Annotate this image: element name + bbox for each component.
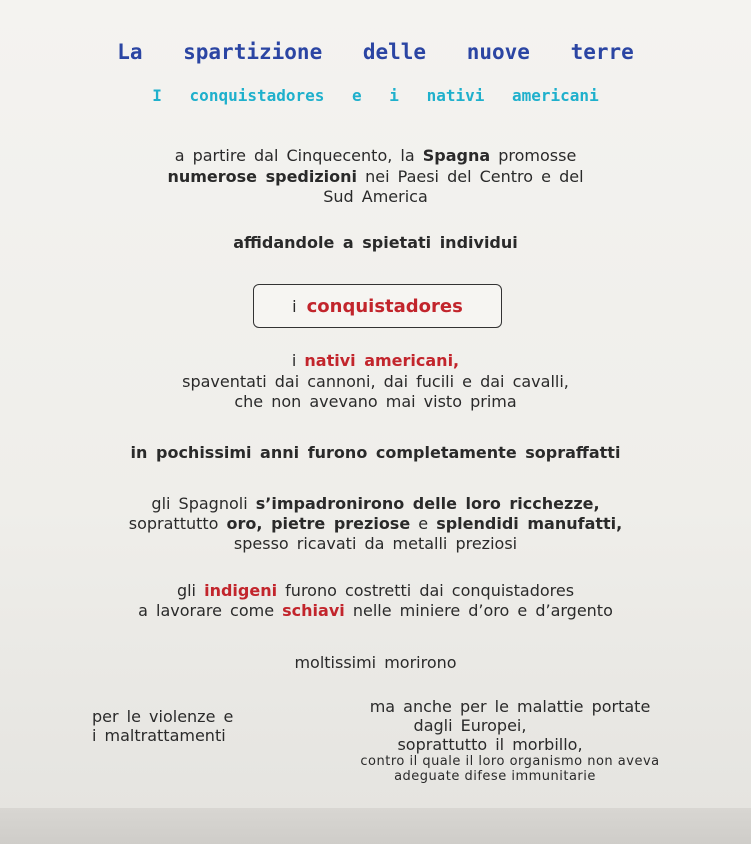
- paragraph-1-line-3: Sud America: [323, 187, 428, 206]
- red-indigeni: indigeni: [204, 581, 278, 600]
- bold-ricchezze: s’impadronirono delle loro ricchezze,: [255, 494, 600, 513]
- left-column-line-2: i maltrattamenti: [92, 726, 226, 745]
- paragraph-1-line-1: [0, 146, 751, 165]
- bold-spagna: Spagna: [422, 146, 491, 165]
- page-subtitle: I conquistadores e i nativi americani: [152, 86, 599, 105]
- sheet-bottom-edge: [0, 808, 751, 844]
- paragraph-5-line-1: [0, 494, 751, 513]
- text-span: gli Spagnoli: [151, 494, 256, 513]
- page-title: La spartizione delle nuove terre: [117, 40, 634, 64]
- paragraph-3-line-2: spaventati dai cannoni, dai fucili e dai cavalli,: [182, 372, 569, 391]
- paragraph-1-line-2: [0, 167, 751, 186]
- paragraph-3-line-1: [0, 351, 751, 370]
- red-schiavi: schiavi: [282, 601, 345, 620]
- text-span: a partire dal Cinquecento, la: [174, 146, 423, 165]
- text-span: nei Paesi del Centro e del: [357, 167, 584, 186]
- right-column-line-2: dagli Europei,: [413, 716, 527, 735]
- text-span: soprattutto: [128, 514, 227, 533]
- conquistadores-box: [253, 284, 502, 328]
- bold-oro: oro, pietre preziose: [226, 514, 411, 533]
- bold-manufatti: splendidi manufatti,: [436, 514, 623, 533]
- paragraph-5-line-2: [0, 514, 751, 533]
- paragraph-3-line-3: che non avevano mai visto prima: [234, 392, 517, 411]
- paragraph-5-line-3: spesso ricavati da metalli preziosi: [233, 534, 518, 553]
- right-column-line-3: soprattutto il morbillo,: [397, 735, 583, 754]
- left-column-line-1: per le violenze e: [92, 707, 234, 726]
- text-span: furono costretti dai conquistadores: [277, 581, 575, 600]
- right-column-line-1: ma anche per le malattie portate: [369, 697, 651, 716]
- paragraph-6-line-2: [0, 601, 751, 620]
- paragraph-2: affidandole a spietati individui: [233, 233, 518, 252]
- text-span: e: [410, 514, 437, 533]
- text-span: a lavorare come: [138, 601, 283, 620]
- paragraph-4: in pochissimi anni furono completamente sopraffatti: [130, 443, 621, 462]
- text-span: i: [291, 351, 305, 370]
- right-column-line-4: contro il quale il loro organismo non aveva: [360, 754, 660, 769]
- paragraph-6-line-1: [0, 581, 751, 600]
- right-column-line-5: adeguate difese immunitarie: [394, 769, 596, 784]
- box-main-label: conquistadores: [306, 295, 463, 317]
- text-span: promosse: [490, 146, 577, 165]
- text-span: nelle miniere d’oro e d’argento: [344, 601, 613, 620]
- bold-spedizioni: numerose spedizioni: [167, 167, 358, 186]
- text-span: gli: [176, 581, 205, 600]
- box-prefix: i: [292, 296, 297, 316]
- red-nativi: nativi americani,: [304, 351, 460, 370]
- paragraph-7: moltissimi morirono: [294, 653, 457, 672]
